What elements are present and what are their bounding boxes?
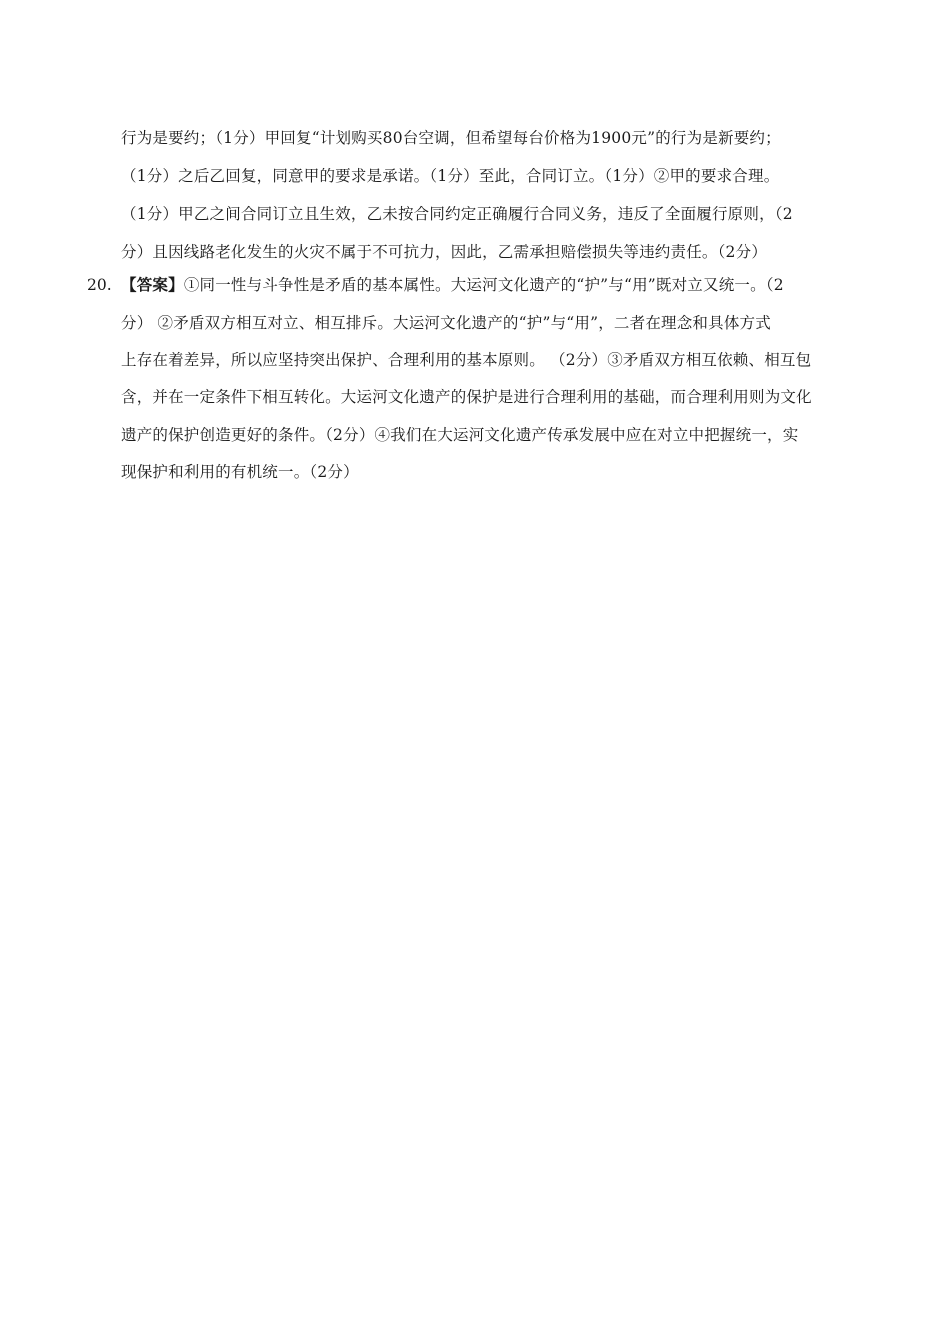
answer-label: 【答案】 — [121, 275, 184, 294]
answer-line-3: （1分）甲乙之间合同订立且生效，乙未按合同约定正确履行合同义务，违反了全面履行原则，（2 — [121, 205, 793, 223]
question-20-first-line-text: ①同一性与斗争性是矛盾的基本属性。大运河文化遗产的“护”与“用”既对立又统一。（2 — [183, 276, 784, 294]
answer-line-2: （1分）之后乙回复，同意甲的要求是承诺。（1分）至此，合同订立。（1分）②甲的要求合理。 — [121, 167, 780, 185]
question-number: 20. — [87, 276, 112, 294]
answer-line-4: 分）且因线路老化发生的火灾不属于不可抗力，因此，乙需承担赔偿损失等违约责任。（2分） — [121, 243, 768, 261]
question-20-line-2: 分） ②矛盾双方相互对立、相互排斥。大运河文化遗产的“护”与“用”，二者在理念和具体方式 — [121, 314, 771, 332]
question-20-line-3: 上存在着差异，所以应坚持突出保护、合理利用的基本原则。 （2分）③矛盾双方相互依赖、相互包 — [121, 351, 812, 369]
question-20-first-line — [121, 274, 866, 296]
answer-line-1: 行为是要约；（1分）甲回复“计划购买80台空调，但希望每台价格为1900元”的行为是新要约； — [121, 129, 781, 147]
question-20-line-5: 遗产的保护创造更好的条件。（2分）④我们在大运河文化遗产传承发展中应在对立中把握统一，实 — [121, 426, 799, 444]
question-20-line-6: 现保护和利用的有机统一。（2分） — [121, 463, 359, 481]
question-20-line-4: 含，并在一定条件下相互转化。大运河文化遗产的保护是进行合理利用的基础，而合理利用则为文化 — [121, 388, 812, 406]
